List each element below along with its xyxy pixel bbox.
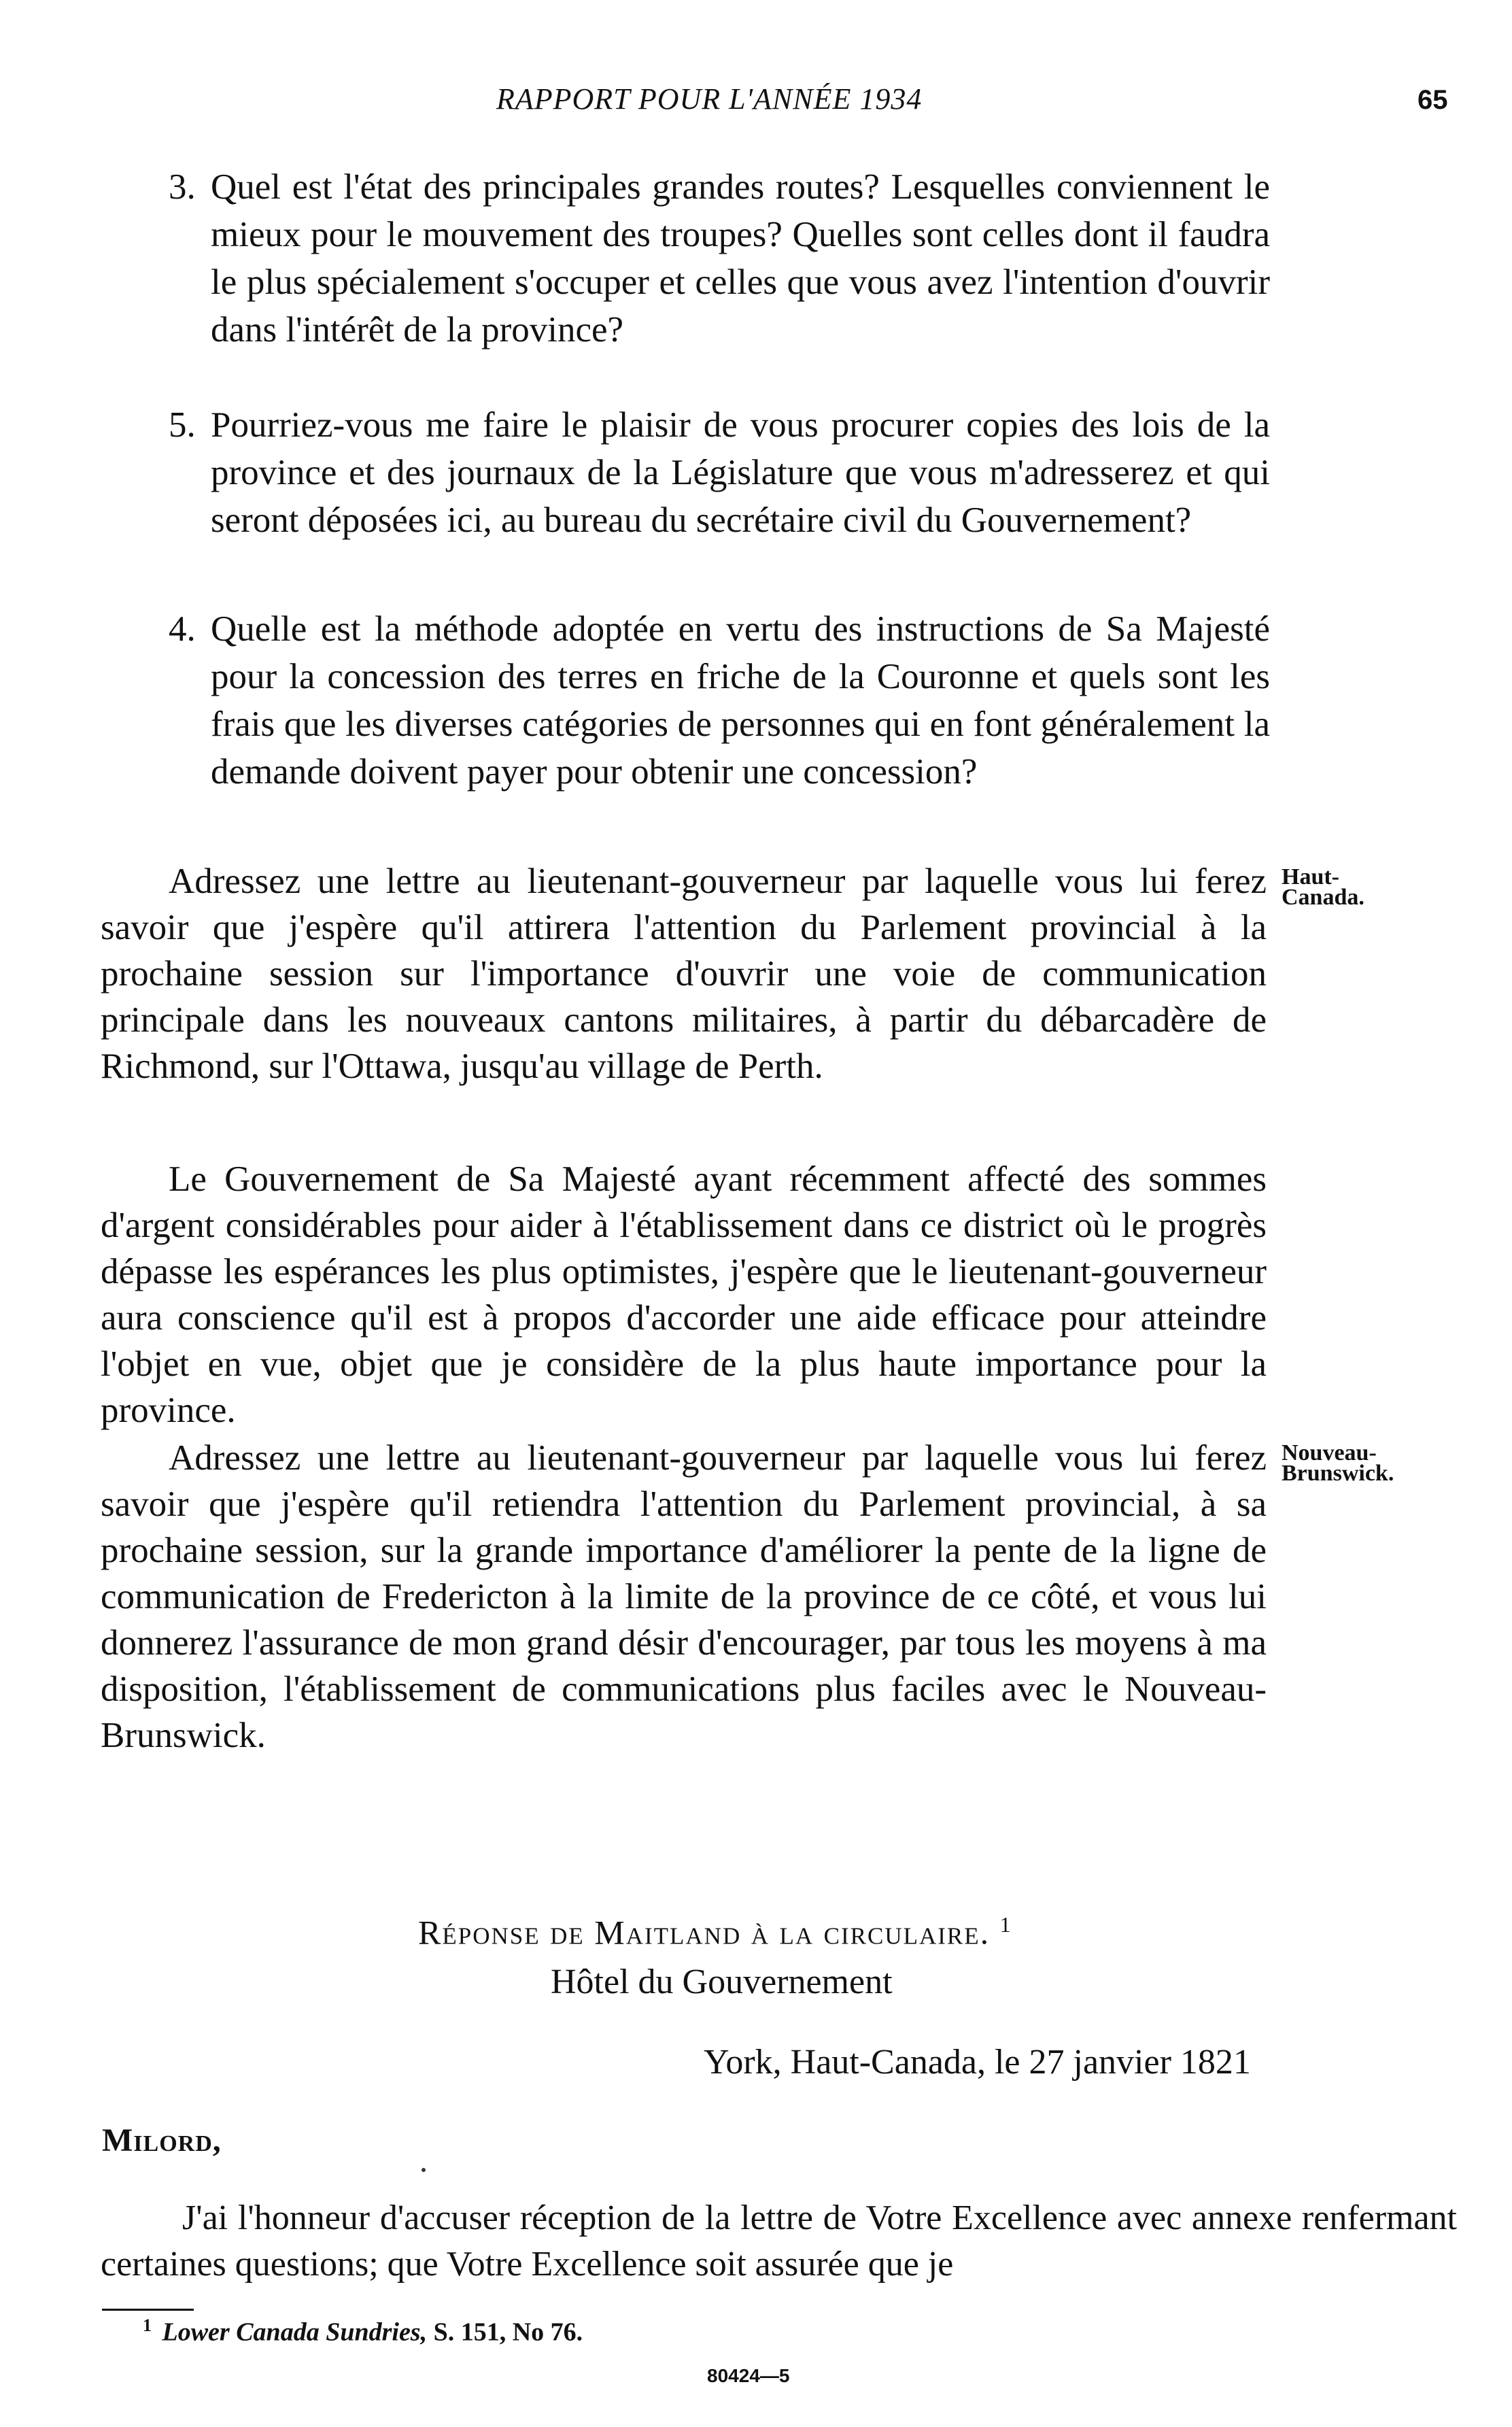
footnote — [143, 2315, 583, 2347]
letter-body: J'ai l'honneur d'accuser réception de la lettre de Votre Excellence avec annexe renfermant certaines questions; que Votre Excellence soit assurée que je — [101, 2199, 1457, 2284]
question-4 — [169, 605, 1270, 796]
margin-note-line: Nouveau- — [1282, 1440, 1377, 1465]
running-header: RAPPORT POUR L'ANNÉE 1934 — [496, 82, 923, 116]
section-title-text: Réponse de Maitland à la circulaire. — [418, 1913, 991, 1952]
margin-note-line: Brunswick. — [1282, 1461, 1394, 1486]
question-number: 5. — [169, 405, 196, 445]
question-number: 4. — [169, 609, 196, 649]
footnote-mark: 1 — [143, 2315, 152, 2335]
print-code: 80424—5 — [707, 2365, 790, 2386]
section-title — [418, 1912, 1012, 1952]
margin-note-line: Canada. — [1282, 885, 1364, 910]
letter-date: York, Haut-Canada, le 27 janvier 1821 — [704, 2043, 1251, 2082]
question-text: Quel est l'état des principales grandes routes? Lesquelles conviennent le mieux pour le mouvement des troupes? Quelles sont celles dont il faudra le plus spécialement s'occuper et celles que vous avez l'intention d'ouvrir dans l'intérêt de la province? — [211, 167, 1270, 350]
stray-mark — [422, 2168, 426, 2172]
paragraph-gouvernement: Le Gouvernement de Sa Majesté ayant récemment affecté des sommes d'argent considérables pour aider à l'établissement dans ce district où le progrès dépasse les espérances les plus optimistes, j'espère que le lieutenant-gouverneur aura conscience qu'il est à propos d'accorder une aide efficace pour atteindre l'objet en vue, objet que je considère de la plus haute importance pour la province. — [101, 1159, 1267, 1430]
footnote-reference-text: S. 151, No 76. — [433, 2318, 583, 2347]
margin-note-nouveau-brunswick — [1282, 1440, 1394, 1486]
margin-note-haut-canada — [1282, 864, 1364, 910]
letter-salutation: Milord, — [102, 2122, 222, 2158]
question-5 — [169, 401, 1270, 544]
paragraph-nouveau-brunswick: Adressez une lettre au lieutenant-gouverneur par laquelle vous lui ferez savoir que j'espère qu'il retiendra l'attention du Parlement provincial, à sa prochaine session, sur la grande importance d'améliorer la pente de la ligne de communication de Fredericton à la limite de la province de ce côté, et vous lui donnerez l'assurance de mon grand désir d'encourager, par tous les moyens à ma disposition, l'établissement de communications plus faciles avec le Nouveau-Brunswick. — [101, 1438, 1267, 1755]
footnote-reference: 1 — [999, 1912, 1012, 1937]
footnote-source: Lower Canada Sundries, — [162, 2318, 428, 2347]
paragraph-haut-canada: Adressez une lettre au lieutenant-gouverneur par laquelle vous lui ferez savoir que j'espère qu'il attirera l'attention du Parlement provincial à la prochaine session sur l'importance d'ouvrir une voie de communication principale dans les nouveaux cantons militaires, à partir du débarcadère de Richmond, sur l'Ottawa, jusqu'au village de Perth. — [101, 862, 1267, 1086]
question-number: 3. — [169, 167, 196, 207]
question-text: Pourriez-vous me faire le plaisir de vous procurer copies des lois de la province et des journaux de la Législature que vous m'adresserez et qui seront déposées ici, au bureau du secrétaire civil du Gouvernement? — [211, 405, 1270, 540]
letter-place: Hôtel du Gouvernement — [551, 1963, 893, 2001]
question-text: Quelle est la méthode adoptée en vertu des instructions de Sa Majesté pour la concession des terres en friche de la Couronne et quels sont les frais que les diverses catégories de personnes qui en font généralement la demande doivent payer pour obtenir une concession? — [211, 609, 1270, 792]
page-number: 65 — [1418, 85, 1448, 115]
margin-note-line: Haut- — [1282, 864, 1339, 889]
question-3 — [169, 163, 1270, 354]
footnote-rule — [102, 2309, 194, 2311]
